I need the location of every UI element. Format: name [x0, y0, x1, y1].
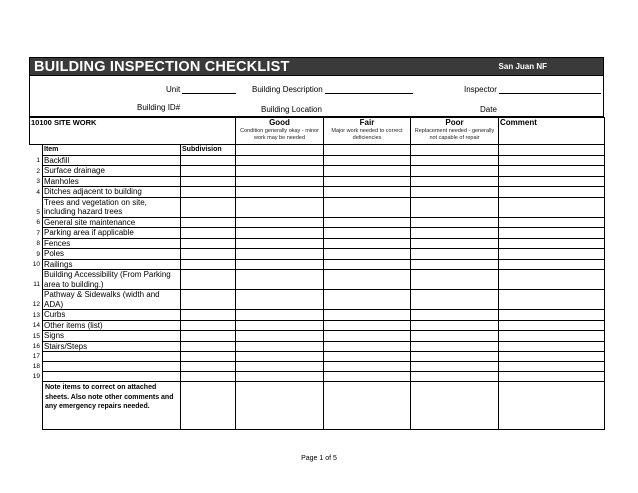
fair-cell[interactable]: [324, 166, 411, 177]
good-cell[interactable]: [236, 197, 324, 217]
row-number: 13: [30, 310, 43, 321]
fair-cell[interactable]: [324, 372, 411, 382]
comment-cell[interactable]: [499, 362, 605, 372]
item-label: Fences: [43, 238, 181, 249]
subdivision-cell[interactable]: [181, 228, 236, 239]
poor-cell[interactable]: [411, 166, 499, 177]
table-row: [30, 310, 605, 321]
fair-cell[interactable]: [324, 228, 411, 239]
row-number: 10: [30, 259, 43, 270]
unit-label: Unit: [166, 85, 181, 94]
subdivision-cell[interactable]: [181, 362, 236, 372]
comment-cell[interactable]: [499, 331, 605, 342]
poor-cell[interactable]: [411, 352, 499, 362]
poor-cell[interactable]: [411, 249, 499, 260]
item-label: Building Accessibility (From Parking area to building.): [43, 270, 181, 290]
row-number: 6: [30, 217, 43, 228]
subdivision-cell[interactable]: [181, 341, 236, 352]
row-number: 3: [30, 176, 43, 187]
poor-cell[interactable]: [411, 197, 499, 217]
inspector-label: Inspector: [464, 85, 497, 94]
item-label: General site maintenance: [43, 217, 181, 228]
fair-column-header: [324, 145, 411, 156]
table-row: [30, 166, 605, 177]
row-number: 19: [30, 372, 43, 382]
comment-cell[interactable]: [499, 320, 605, 331]
row-number: 1: [30, 155, 43, 166]
fair-cell[interactable]: [324, 176, 411, 187]
fair-cell[interactable]: [324, 197, 411, 217]
comment-cell[interactable]: [499, 166, 605, 177]
comment-cell[interactable]: [499, 176, 605, 187]
note-poor-cell[interactable]: [411, 382, 499, 430]
row-number: 11: [30, 270, 43, 290]
good-cell[interactable]: [236, 331, 324, 342]
table-row: [30, 320, 605, 331]
note-comment-cell[interactable]: [499, 382, 605, 430]
poor-cell[interactable]: [411, 270, 499, 290]
rating-fair-header: [324, 118, 411, 145]
num-header-cell: [30, 145, 43, 156]
item-label: Ditches adjacent to building: [43, 187, 181, 198]
column-header-row: [30, 145, 605, 156]
good-cell[interactable]: [236, 310, 324, 321]
poor-column-header: [411, 145, 499, 156]
subdivision-cell[interactable]: [181, 197, 236, 217]
building-id-label: Building ID#: [137, 103, 181, 112]
comment-cell[interactable]: [499, 372, 605, 382]
comment-cell[interactable]: [499, 341, 605, 352]
good-cell[interactable]: [236, 176, 324, 187]
poor-cell[interactable]: [411, 176, 499, 187]
subdivision-cell[interactable]: [181, 155, 236, 166]
item-label: Manholes: [43, 176, 181, 187]
item-label: [43, 362, 181, 372]
item-label: Trees and vegetation on site, including hazard trees: [43, 197, 181, 217]
table-row: [30, 331, 605, 342]
comment-cell[interactable]: [499, 352, 605, 362]
inspector-field[interactable]: [464, 85, 601, 94]
good-cell[interactable]: [236, 238, 324, 249]
rating-poor-label: Poor: [445, 118, 464, 127]
fair-cell[interactable]: [324, 290, 411, 310]
page-title: BUILDING INSPECTION CHECKLIST: [34, 58, 290, 75]
item-label: Stairs/Steps: [43, 341, 181, 352]
item-label: Other items (list): [43, 320, 181, 331]
subdivision-cell[interactable]: [181, 238, 236, 249]
table-row: [30, 290, 605, 310]
building-description-label: Building Description: [252, 85, 323, 94]
building-description-field[interactable]: [252, 85, 413, 94]
poor-cell[interactable]: [411, 217, 499, 228]
item-label: Surface drainage: [43, 166, 181, 177]
fair-cell[interactable]: [324, 310, 411, 321]
rating-fair-label: Fair: [359, 118, 375, 127]
subdivision-cell[interactable]: [181, 187, 236, 198]
item-label: [43, 352, 181, 362]
table-row: [30, 187, 605, 198]
checklist-table: [29, 117, 605, 430]
table-row: [30, 217, 605, 228]
note-subdivision-cell[interactable]: [181, 382, 236, 430]
table-row: [30, 176, 605, 187]
rating-good-header: [236, 118, 324, 145]
good-cell[interactable]: [236, 320, 324, 331]
row-number: 4: [30, 187, 43, 198]
comment-cell[interactable]: [499, 310, 605, 321]
good-cell[interactable]: [236, 290, 324, 310]
rating-fair-desc: Major work needed to correct deficiencies: [331, 127, 403, 141]
section-header-row: [30, 118, 605, 145]
row-number: 18: [30, 362, 43, 372]
comment-cell[interactable]: [499, 197, 605, 217]
note-text: Note items to correct on attached sheets. Also note other comments and any emergency repairs needed.: [43, 382, 181, 430]
comment-cell[interactable]: [499, 238, 605, 249]
fair-cell[interactable]: [324, 155, 411, 166]
fair-cell[interactable]: [324, 217, 411, 228]
good-cell[interactable]: [236, 217, 324, 228]
fair-cell[interactable]: [324, 249, 411, 260]
row-number: 7: [30, 228, 43, 239]
fair-cell[interactable]: [324, 320, 411, 331]
subdivision-cell[interactable]: [181, 320, 236, 331]
poor-cell[interactable]: [411, 259, 499, 270]
good-cell[interactable]: [236, 155, 324, 166]
building-id-field[interactable]: [137, 103, 180, 112]
comment-cell[interactable]: [499, 249, 605, 260]
subdivision-cell[interactable]: [181, 372, 236, 382]
title-bar: [29, 57, 604, 76]
rating-good-desc: Condition generally okay - minor work may be needed: [240, 127, 319, 141]
subdivision-cell[interactable]: [181, 259, 236, 270]
table-row: [30, 249, 605, 260]
good-cell[interactable]: [236, 259, 324, 270]
table-row: [30, 228, 605, 239]
good-cell[interactable]: [236, 249, 324, 260]
subdivision-cell[interactable]: [181, 166, 236, 177]
unit-input-line[interactable]: [182, 85, 236, 94]
fair-cell[interactable]: [324, 238, 411, 249]
poor-cell[interactable]: [411, 228, 499, 239]
fair-cell[interactable]: [324, 341, 411, 352]
fair-cell[interactable]: [324, 352, 411, 362]
table-row: [30, 352, 605, 362]
poor-cell[interactable]: [411, 187, 499, 198]
table-row: [30, 238, 605, 249]
comment-cell[interactable]: [499, 259, 605, 270]
header-fields: [29, 76, 604, 117]
row-number: 14: [30, 320, 43, 331]
note-row: [30, 382, 605, 430]
note-good-cell[interactable]: [236, 382, 324, 430]
fair-cell[interactable]: [324, 259, 411, 270]
good-cell[interactable]: [236, 228, 324, 239]
good-column-header: [236, 145, 324, 156]
good-cell[interactable]: [236, 341, 324, 352]
item-label: Signs: [43, 331, 181, 342]
item-label: Curbs: [43, 310, 181, 321]
comment-cell[interactable]: [499, 155, 605, 166]
poor-cell[interactable]: [411, 310, 499, 321]
building-description-input-line[interactable]: [325, 85, 413, 94]
poor-cell[interactable]: [411, 238, 499, 249]
rating-poor-desc: Replacement needed - generally not capable of repair: [414, 127, 495, 141]
comment-cell[interactable]: [499, 270, 605, 290]
fair-cell[interactable]: [324, 270, 411, 290]
poor-cell[interactable]: [411, 341, 499, 352]
date-field[interactable]: [480, 105, 497, 114]
table-row: [30, 259, 605, 270]
comment-cell[interactable]: [499, 217, 605, 228]
good-cell[interactable]: [236, 187, 324, 198]
checklist-sheet: [29, 57, 604, 430]
table-row: [30, 362, 605, 372]
item-label: Parking area if applicable: [43, 228, 181, 239]
subdivision-cell[interactable]: [181, 310, 236, 321]
section-title: 10100 SITE WORK: [30, 118, 236, 145]
item-label: [43, 372, 181, 382]
building-location-field[interactable]: [261, 105, 322, 114]
row-number: 2: [30, 166, 43, 177]
subdivision-cell[interactable]: [181, 352, 236, 362]
comment-header: Comment: [499, 118, 605, 145]
row-number: 15: [30, 331, 43, 342]
unit-field[interactable]: [166, 85, 236, 94]
subdivision-cell[interactable]: [181, 270, 236, 290]
table-row: [30, 341, 605, 352]
poor-cell[interactable]: [411, 362, 499, 372]
good-cell[interactable]: [236, 372, 324, 382]
note-num-cell: [30, 382, 43, 430]
subdivision-cell[interactable]: [181, 331, 236, 342]
date-label: Date: [480, 105, 497, 114]
forest-name: San Juan NF: [498, 62, 547, 71]
subdivision-header: Subdivision: [181, 145, 236, 156]
fair-cell[interactable]: [324, 331, 411, 342]
item-label: Backfill: [43, 155, 181, 166]
item-label: Poles: [43, 249, 181, 260]
table-row: [30, 155, 605, 166]
comment-cell[interactable]: [499, 290, 605, 310]
table-row: [30, 270, 605, 290]
row-number: 5: [30, 197, 43, 217]
subdivision-cell[interactable]: [181, 176, 236, 187]
table-row: [30, 197, 605, 217]
comment-column-header: [499, 145, 605, 156]
fair-cell[interactable]: [324, 187, 411, 198]
row-number: 17: [30, 352, 43, 362]
good-cell[interactable]: [236, 352, 324, 362]
poor-cell[interactable]: [411, 290, 499, 310]
row-number: 9: [30, 249, 43, 260]
subdivision-cell[interactable]: [181, 217, 236, 228]
note-fair-cell[interactable]: [324, 382, 411, 430]
comment-cell[interactable]: [499, 228, 605, 239]
poor-cell[interactable]: [411, 320, 499, 331]
subdivision-cell[interactable]: [181, 249, 236, 260]
poor-cell[interactable]: [411, 372, 499, 382]
comment-cell[interactable]: [499, 187, 605, 198]
item-label: Pathway & Sidewalks (width and ADA): [43, 290, 181, 310]
poor-cell[interactable]: [411, 331, 499, 342]
inspector-input-line[interactable]: [499, 85, 601, 94]
rating-good-label: Good: [269, 118, 290, 127]
item-label: Railings: [43, 259, 181, 270]
poor-cell[interactable]: [411, 155, 499, 166]
good-cell[interactable]: [236, 166, 324, 177]
good-cell[interactable]: [236, 270, 324, 290]
rating-poor-header: [411, 118, 499, 145]
item-header: Item: [43, 145, 181, 156]
row-number: 8: [30, 238, 43, 249]
page-footer: Page 1 of 5: [301, 455, 337, 462]
fair-cell[interactable]: [324, 362, 411, 372]
subdivision-cell[interactable]: [181, 290, 236, 310]
good-cell[interactable]: [236, 362, 324, 372]
row-number: 16: [30, 341, 43, 352]
building-location-label: Building Location: [261, 105, 322, 114]
table-row: [30, 372, 605, 382]
row-number: 12: [30, 290, 43, 310]
